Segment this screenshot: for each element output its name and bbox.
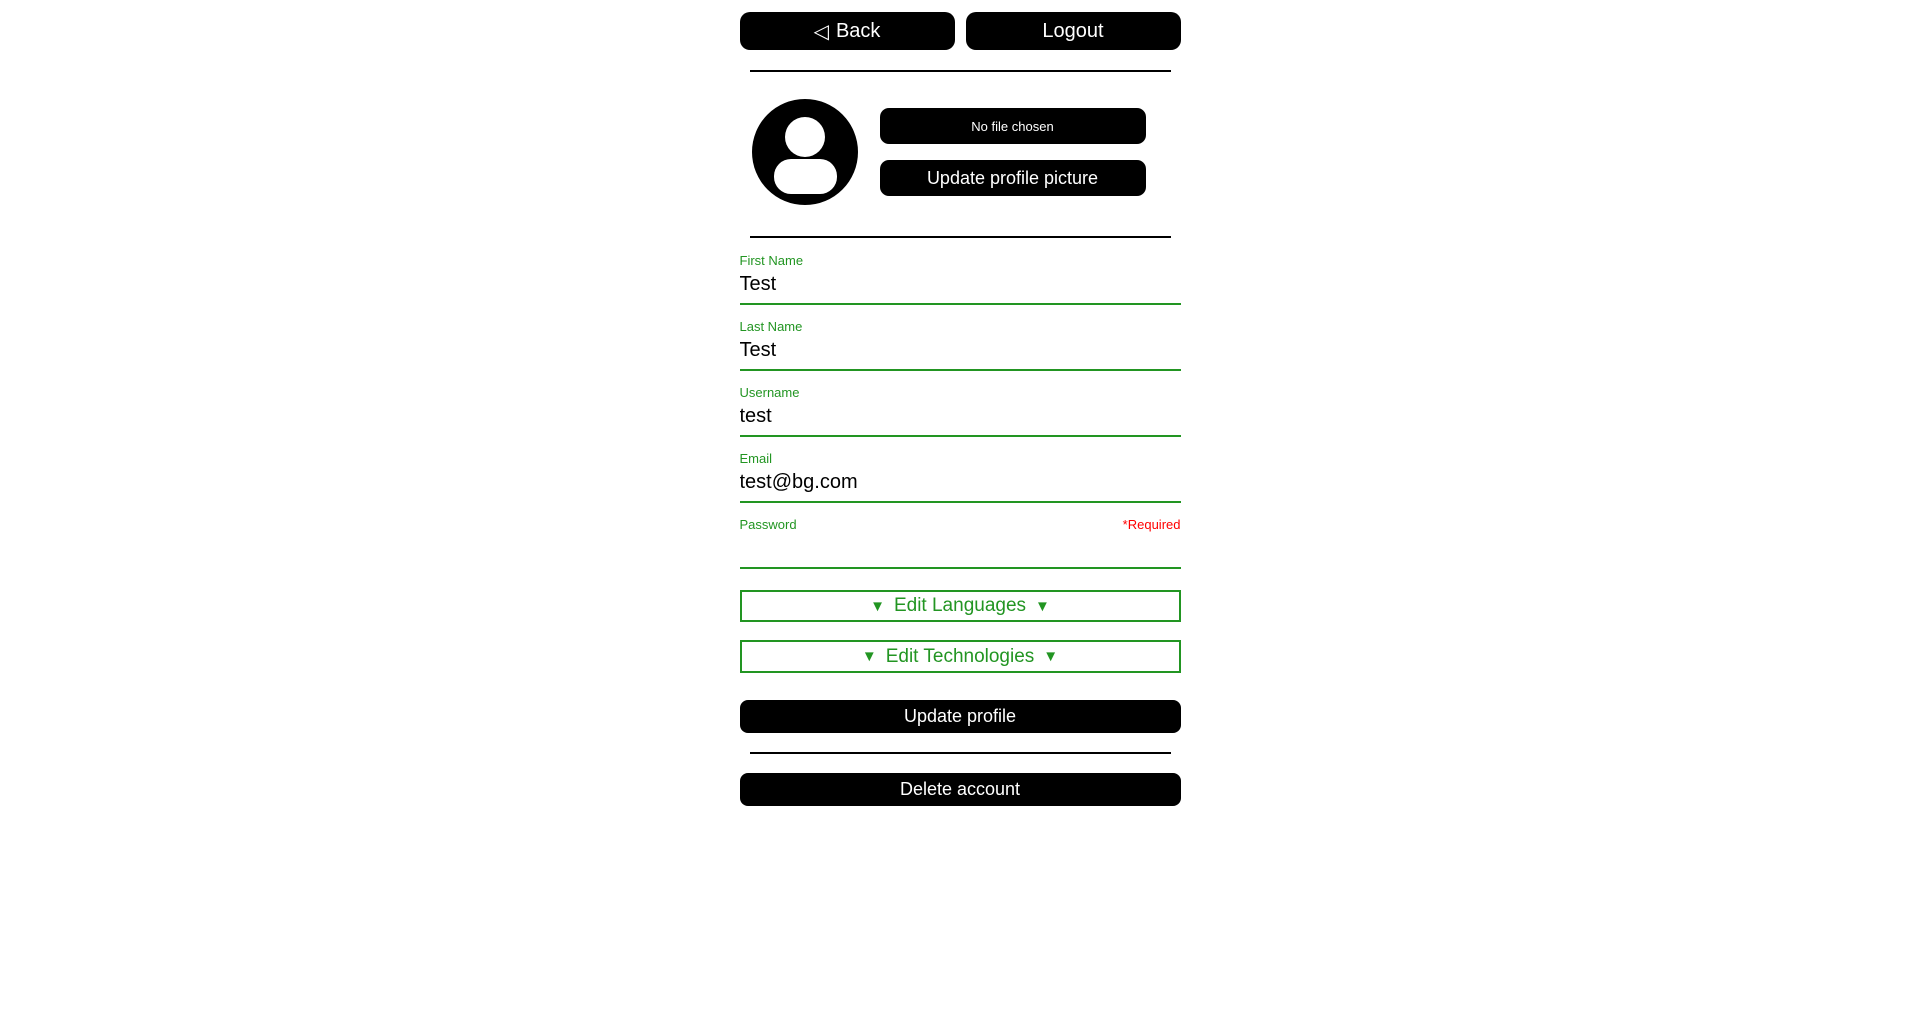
- username-input[interactable]: [740, 401, 1181, 437]
- divider: [750, 752, 1171, 754]
- profile-picture-section: [752, 99, 1181, 205]
- edit-languages-label: Edit Languages: [893, 595, 1027, 616]
- required-badge: *Required: [1122, 517, 1181, 532]
- avatar: [752, 99, 858, 205]
- file-input-status: No file chosen: [971, 118, 1054, 134]
- profile-form: [740, 253, 1181, 733]
- top-button-row: [740, 12, 1181, 50]
- password-label: Password: [739, 517, 797, 532]
- update-profile-picture-button[interactable]: [880, 160, 1146, 196]
- chevron-down-icon: ▼: [1035, 597, 1050, 615]
- back-button-label: Back: [835, 19, 881, 42]
- email-input[interactable]: [740, 467, 1181, 503]
- last-name-label: Last Name: [739, 319, 803, 334]
- divider: [750, 236, 1171, 238]
- picture-buttons: [880, 108, 1146, 196]
- logout-button[interactable]: [966, 12, 1181, 50]
- first-name-label: First Name: [739, 253, 804, 268]
- update-profile-button[interactable]: [740, 700, 1181, 733]
- chevron-down-icon: ▼: [870, 597, 885, 615]
- back-button[interactable]: [740, 12, 955, 50]
- update-picture-label: Update profile picture: [926, 167, 1099, 188]
- delete-account-label: Delete account: [899, 779, 1021, 799]
- back-arrow-icon: ◁: [813, 20, 829, 43]
- file-input[interactable]: [880, 108, 1146, 144]
- update-profile-label: Update profile: [903, 706, 1017, 726]
- chevron-down-icon: ▼: [1043, 648, 1059, 665]
- password-field-group: [740, 517, 1181, 569]
- email-label: Email: [739, 451, 773, 466]
- divider: [750, 70, 1171, 72]
- email-field-group: [740, 451, 1181, 503]
- edit-technologies-toggle[interactable]: [740, 640, 1181, 673]
- chevron-down-icon: ▼: [861, 648, 877, 665]
- username-label: Username: [739, 385, 800, 400]
- logout-button-label: Logout: [1042, 19, 1104, 42]
- username-field-group: [740, 385, 1181, 437]
- first-name-input[interactable]: [740, 269, 1181, 305]
- password-input[interactable]: [740, 533, 1181, 569]
- edit-technologies-label: Edit Technologies: [885, 645, 1035, 667]
- edit-languages-toggle[interactable]: [740, 590, 1181, 622]
- profile-page: [740, 0, 1181, 806]
- last-name-field-group: [740, 319, 1181, 371]
- delete-account-button[interactable]: [740, 773, 1181, 806]
- last-name-input[interactable]: [740, 335, 1181, 371]
- first-name-field-group: [740, 253, 1181, 305]
